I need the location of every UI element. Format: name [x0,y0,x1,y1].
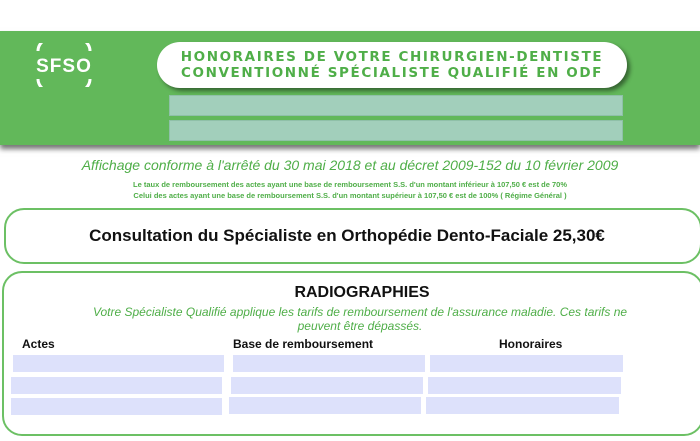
reimbursement-rate-line-1: Le taux de remboursement des actes ayant une base de remboursement S.S. d'un montant inférieur à 107,50 € est de 70% [132,180,567,189]
table-cell-base[interactable] [229,397,421,414]
table-cell-base[interactable] [233,355,425,372]
column-header-base: Base de remboursement [233,337,374,351]
logo-text: SFSO [36,56,92,77]
consultation-box [4,208,700,264]
table-cell-acte[interactable] [13,355,224,372]
table-cell-acte[interactable] [11,398,222,415]
practitioner-name-field[interactable] [169,95,623,116]
consultation-fee: Consultation du Spécialiste en Orthopédie Dento-Faciale 25,30€ [89,226,605,245]
table-cell-honoraires[interactable] [428,377,621,394]
column-header-honoraires: Honoraires [499,337,563,351]
table-cell-acte[interactable] [11,377,222,394]
title-line-1: HONORAIRES DE VOTRE CHIRURGIEN-DENTISTE [180,49,604,65]
legal-notice: Affichage conforme à l'arrêté du 30 mai 2018 et au décret 2009-152 du 10 février 2009 [81,157,619,173]
practitioner-address-field[interactable] [169,120,623,141]
table-cell-base[interactable] [231,377,423,394]
table-cell-honoraires[interactable] [430,355,623,372]
radiographies-subtitle: Votre Spécialiste Qualifié applique les tarifs de remboursement de l'assurance maladie. Ces tarifs ne peuvent être dépassés. [92,305,628,333]
top-strip [0,0,700,31]
header-banner [0,31,700,145]
column-header-actes: Actes [22,337,55,351]
title-line-2: CONVENTIONNÉ SPÉCIALISTE QUALIFIÉ EN ODF [181,65,603,81]
reimbursement-rate-line-2: Celui des actes ayant une base de remboursement S.S. d'un montant supérieur à 107,50 € est de 100% ( Régime Général ) [133,191,567,200]
title-pill [157,42,627,88]
radiographies-title: RADIOGRAPHIES [294,284,430,301]
sfso-logo [24,43,104,87]
table-cell-honoraires[interactable] [426,397,619,414]
